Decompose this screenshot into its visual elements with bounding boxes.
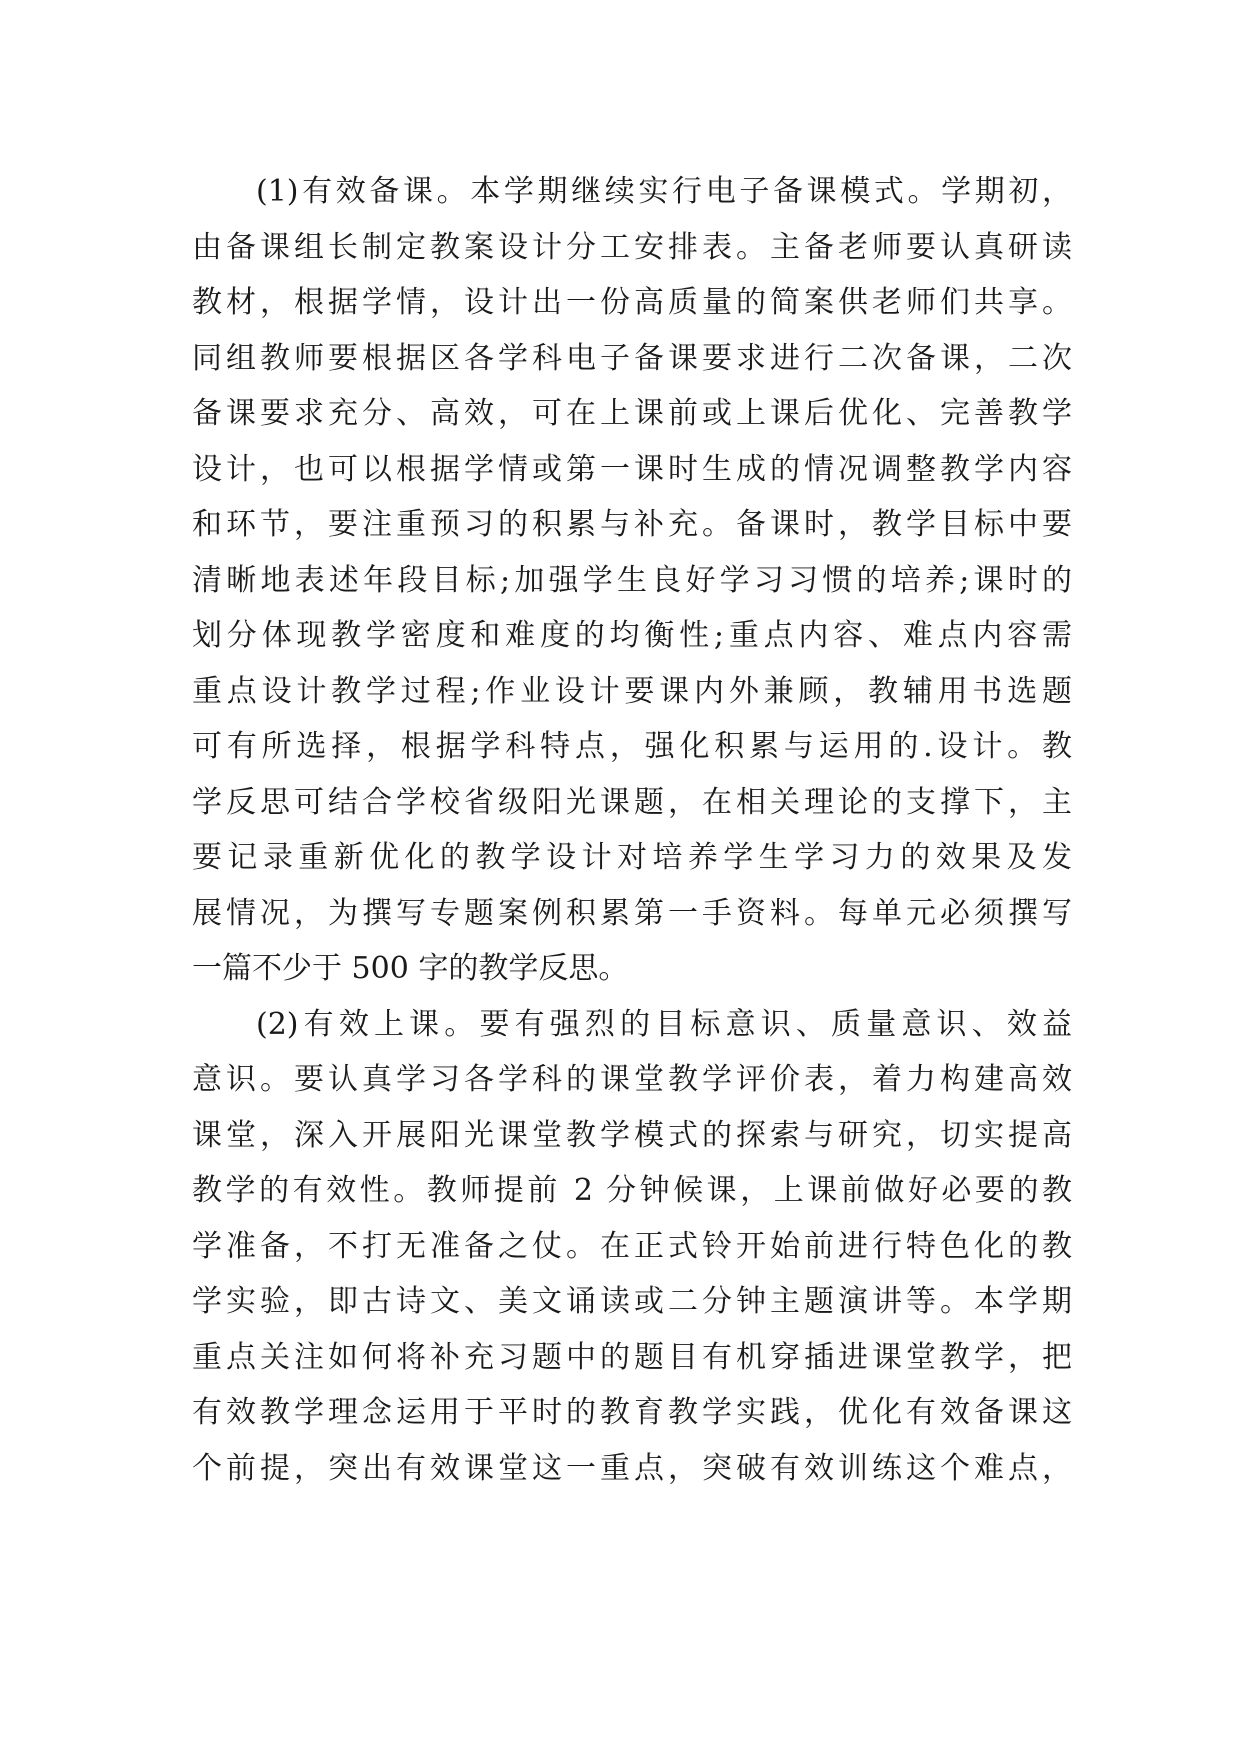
paragraph-1-line-12: 学反思可结合学校省级阳光课题，在相关理论的支撑下，主 [192,784,1072,820]
paragraph-1-line-6: 设计，也可以根据学情或第一课时生成的情况调整教学内容 [192,451,1072,487]
paragraph-1-line-3: 教材，根据学情，设计出一份高质量的简案供老师们共享。 [192,285,1072,320]
paragraph-1-line-10: 重点设计教学过程;作业设计要课内外兼顾，教辅用书选题 [192,673,1072,709]
paragraph-2-line-9: 个前提，突出有效课堂这一重点，突破有效训练这个难点， [192,1450,1072,1486]
paragraph-2-line-3: 课堂，深入开展阳光课堂教学模式的探索与研究，切实提高 [192,1117,1072,1153]
paragraph-2-line-6: 学实验，即古诗文、美文诵读或二分钟主题演讲等。本学期 [192,1284,1072,1319]
paragraph-1-line-5: 备课要求充分、高效，可在上课前或上课后优化、完善教学 [192,396,1072,431]
paragraph-1-line-4: 同组教师要根据区各学科电子备课要求进行二次备课，二次 [192,340,1072,376]
paragraph-1-line-2: 由备课组长制定教案设计分工安排表。主备老师要认真研读 [192,229,1072,265]
paragraph-2-line-4: 教学的有效性。教师提前 2 分钟候课，上课前做好必要的教 [192,1173,1072,1208]
paragraph-2-line-1: (2)有效上课。要有强烈的目标意识、质量意识、效益 [256,1006,1072,1042]
paragraph-1-line-1: (1)有效备课。本学期继续实行电子备课模式。学期初， [256,174,1072,209]
paragraph-2-line-8: 有效教学理念运用于平时的教育教学实践，优化有效备课这 [192,1395,1072,1430]
paragraph-1-line-14: 展情况，为撰写专题案例积累第一手资料。每单元必须撰写 [192,895,1072,931]
paragraph-1-line-15: 一篇不少于 500 字的教学反思。 [192,951,629,986]
paragraph-2-line-2: 意识。要认真学习各学科的课堂教学评价表，着力构建高效 [192,1062,1072,1097]
paragraph-2-line-7: 重点关注如何将补充习题中的题目有机穿插进课堂教学，把 [192,1339,1072,1375]
paragraph-1-line-13: 要记录重新优化的教学设计对培养学生学习力的效果及发 [192,840,1072,875]
paragraph-1-line-9: 划分体现教学密度和难度的均衡性;重点内容、难点内容需 [192,618,1072,653]
body-text [192,164,1072,1496]
paragraph-1-line-8: 清晰地表述年段目标;加强学生良好学习习惯的培养;课时的 [192,562,1072,598]
paragraph-2-line-5: 学准备，不打无准备之仗。在正式铃开始前进行特色化的教 [192,1228,1072,1264]
paragraph-1-line-11: 可有所选择，根据学科特点，强化积累与运用的.设计。教 [192,729,1072,764]
paragraph-1-line-7: 和环节，要注重预习的积累与补充。备课时，教学目标中要 [192,507,1072,542]
